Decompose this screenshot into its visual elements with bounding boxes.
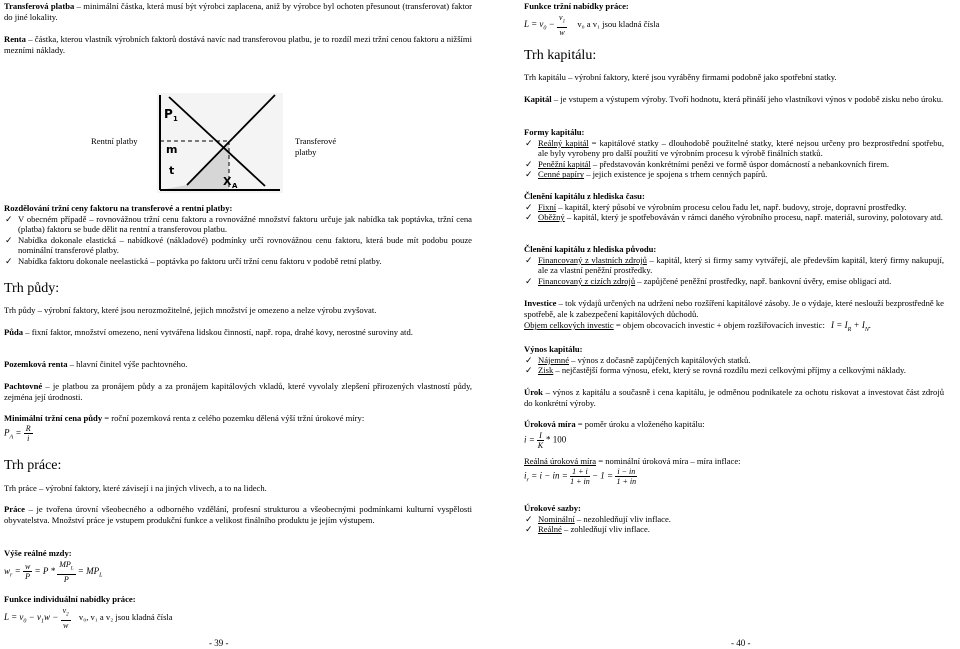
check-icon: ✓: [525, 254, 533, 265]
list-item: ✓ Zisk – nejčastější forma výnosu, efekt, který se rovná rozdílu mezi celkovými příjmy a celkovými náklady.: [525, 365, 906, 376]
labor-market-heading: Trh práce:: [4, 458, 62, 473]
rent-transfer-graph-svg: [157, 93, 283, 193]
transfer-payment-definition: [4, 1, 472, 22]
rent-payments-label: Rentní platby: [91, 136, 138, 146]
rent-definition: [4, 34, 472, 55]
check-icon: ✓: [525, 158, 533, 169]
list-item: ✓ Financovaný z vlastních zdrojů – kapitál, který si firmy samy vytvářejí, ale především kapitál, který firmy nakupují, ale za vlastní peněžní prostředky.: [525, 254, 944, 276]
list-item: ✓ V obecném případě – rovnovážnou tržní cenu faktoru a rovnovážné množství faktoru určuje jak nabídka tak poptávka, tržní cena (platba) faktoru se bude dělit na rentní a transferovou platbu.: [5, 213, 472, 235]
capital-market-text: Trh kapitálu – výrobní faktory, které jsou vyráběny firmami podobně jako spotřební statky.: [524, 72, 837, 82]
check-icon: ✓: [525, 275, 533, 286]
list-item: ✓ Nabídka dokonale elastická – nabídkové (nákladové) podmínky určí rovnovážnou cenu faktoru, která bude mít podobu pouze nominální transferové platby.: [5, 234, 472, 256]
individual-labor-supply-note: v₀, v₁ a v₂ jsou kladná čísla: [78, 611, 173, 622]
interest-rate-definition: Úroková míra = poměr úroku a vloženého kapitálu:: [524, 419, 705, 429]
rent-split-title: Rozdělování tržní ceny faktoru na transferové a rentní platby:: [4, 203, 233, 213]
rent-text: – částka, kterou vlastník výrobních faktorů dostává navíc nad transferovou platbu, je to rozdíl mezi tržní cenou faktoru a nižšími mezními náklady.: [4, 34, 472, 55]
check-icon: ✓: [525, 513, 533, 524]
investment-definition: Investice – tok výdajů určených na udržení nebo rozšíření kapitálové zásoby. Je o výdaje, které neslouží bezprostředně ke spotřebě, ale k zabezpečení kapitálových důchodů.: [524, 298, 944, 319]
individual-labor-supply-formula: $L = v_0 - v_1w$ − $\frac{v_2}{w}$ v₀, v₁ a v₂ jsou kladná čísla: [4, 606, 173, 630]
investment-formula: $I = I_R + I_N$.: [831, 320, 872, 333]
interest-rates-section: [524, 503, 944, 535]
interest-rate-formula: i = $\frac{I}{K}$ * 100: [524, 431, 567, 450]
capital-origin-section: [524, 244, 944, 286]
capital-origin-title: Členění kapitálu z hlediska původu:: [524, 244, 657, 254]
check-icon: ✓: [525, 212, 533, 223]
page-number-left: - 39 -: [209, 638, 229, 648]
capital-forms-section: [524, 127, 944, 180]
list-item: ✓ Peněžní kapitál – představován konkrétními penězi ve formě úspor domácností a nebankovních firem.: [525, 158, 890, 169]
capital-forms-title: Formy kapitálu:: [524, 127, 585, 137]
page-number-right: - 40 -: [731, 638, 751, 648]
check-icon: ✓: [5, 234, 13, 245]
list-item: ✓ Fixní – kapitál, který působí ve výrobním procesu celou řadu let, např. budovy, stroje, dopravní prostředky.: [525, 201, 907, 212]
rent-transfer-graph: [157, 93, 283, 193]
transfer-payment-text: – minimální částka, která musí být výrobci zaplacena, aniž by výrobce byl ochoten přesunout (transferovat) faktor do jiné lokality.: [4, 1, 472, 22]
land-rent-definition: Pozemková renta – hlavní činitel výše pachtovného.: [4, 359, 188, 369]
rent-term: Renta: [4, 34, 26, 44]
land-market-heading: Trh půdy:: [4, 281, 60, 296]
check-icon: ✓: [525, 169, 533, 180]
real-wage-formula: $w_r$ = $\frac{w}{P}$ = P * $\frac{MP_L}{P}$ = $MP_L$: [4, 560, 103, 584]
list-item: ✓ Reálný kapitál = kapitálové statky – dlouhodobě použitelné statky, které nejsou určeny pro bezprostřední spotřebu, ale byly vyrobeny pro další použití ve výrobním procesu k výrobě finálních statků.: [525, 137, 944, 159]
min-land-price-definition: Minimální tržní cena půdy = roční pozemková renta z celého pozemku dělená výší tržní úrokové míry:: [4, 413, 365, 423]
graph-label-m: m: [166, 143, 178, 156]
market-labor-supply-formula: $L = v_0$ − $\frac{v_1}{w}$ v₀ a v₁ jsou kladná čísla: [524, 13, 660, 37]
list-item: ✓ Financovaný z cizích zdrojů – zapůjčené peněžní prostředky, např. bankovní úvěry, emise obligací atd.: [525, 275, 892, 286]
check-icon: ✓: [5, 213, 13, 224]
transfer-payments-label: Transferové platby: [295, 136, 337, 157]
labor-definition: Práce – je tvořena úrovní všeobecného a odborného vzdělání, profesní strukturou a všeobecnými podmínkami kulturní vyspělosti obyvatelstva. Množství práce je vstupem produkční funkce a velikost finálního produktu je jejím výstupem.: [4, 504, 472, 525]
check-icon: ✓: [525, 137, 533, 148]
transfer-payment-term: Transferová platba: [4, 1, 75, 11]
lease-definition: Pachtovné – je platbou za pronájem půdy a za pronájem kapitálových vkladů, které vyvolaly zlepšení přirozených vlastností půdy, zejména její úrodnosti.: [4, 381, 472, 402]
capital-market-heading: Trh kapitálu:: [524, 48, 597, 63]
interest-definition: Úrok – výnos z kapitálu a současně i cena kapitálu, je odměnou podnikatele za ochotu riskovat a investovat část zdrojů do konkrétní výroby.: [524, 387, 944, 408]
capital-time-title: Členění kapitálu z hlediska času:: [524, 191, 645, 201]
check-icon: ✓: [5, 255, 13, 266]
check-icon: ✓: [525, 365, 533, 376]
market-labor-supply-title: Funkce tržní nabídky práce:: [524, 1, 629, 11]
list-item: ✓ Nájemné – výnos z dočasně zapůjčených kapitálových statků.: [525, 354, 751, 365]
list-item: ✓ Nabídka faktoru dokonale neelastická – poptávka po faktoru určí tržní cenu faktoru v podobě retní platby.: [5, 255, 382, 266]
individual-labor-supply-title: Funkce individuální nabídky práce:: [4, 594, 136, 604]
land-market-text: Trh půdy – výrobní faktory, které jsou nerozmožitelné, jejich množství je omezeno a nelze výrobu zvyšovat.: [4, 305, 377, 315]
capital-yield-title: Výnos kapitálu:: [524, 344, 583, 354]
interest-rates-title: Úrokové sazby:: [524, 503, 581, 513]
graph-label-t: t: [169, 164, 175, 177]
check-icon: ✓: [525, 524, 533, 535]
check-icon: ✓: [525, 354, 533, 365]
real-interest-rate-definition: Reálná úroková míra = nominální úroková míra – míra inflace:: [524, 456, 741, 466]
check-icon: ✓: [525, 201, 533, 212]
graph-label-x: X: [223, 175, 232, 188]
list-item: ✓ Nominální – nezohledňují vliv inflace.: [525, 513, 671, 524]
graph-label-x-sub: A: [232, 182, 238, 190]
graph-label-p-sub: 1: [173, 115, 178, 123]
min-land-price-formula: $P_A$ = $\frac{R}{i}$: [4, 424, 31, 443]
rent-split-list: [4, 214, 472, 267]
investment-volume-definition: Objem celkových investic = objem obcovacích investic + objem rozšiřovacích investic: $I = I_R + I_N$.: [524, 320, 872, 333]
list-item: ✓ Reálné – zohledňují vliv inflace.: [525, 524, 650, 535]
capital-yield-section: [524, 344, 944, 376]
land-definition: Půda – fixní faktor, množství omezeno, není vytvářena lidskou činností, např. ropa, drahé kovy, nerostné suroviny atd.: [4, 327, 413, 337]
real-interest-rate-formula: $i_r = i$ − in = $\frac{1 + i}{1 + in}$ − 1 = $\frac{i - in}{1 + in}$: [524, 467, 637, 486]
list-item: ✓ Oběžný – kapitál, který je spotřebováván v rámci daného výrobního procesu, např. materiál, suroviny, polotovary atd.: [525, 212, 943, 223]
capital-time-section: [524, 191, 944, 223]
graph-label-p: P: [164, 107, 173, 121]
rent-split-section: [4, 203, 472, 267]
labor-market-text: Trh práce – výrobní faktory, které závisejí i na jiných vlivech, a to na lidech.: [4, 483, 267, 493]
real-wage-title: Výše reálné mzdy:: [4, 548, 72, 558]
capital-definition: Kapitál – je vstupem a výstupem výroby. Tvoří hodnotu, která přináší jeho vlastníkovi výnos v podobě zisku nebo úroku.: [524, 94, 944, 104]
market-labor-supply-note: v₀ a v₁ jsou kladná čísla: [577, 18, 660, 29]
list-item: ✓ Cenné papíry – jejich existence je spojena s trhem cenných papírů.: [525, 169, 768, 180]
